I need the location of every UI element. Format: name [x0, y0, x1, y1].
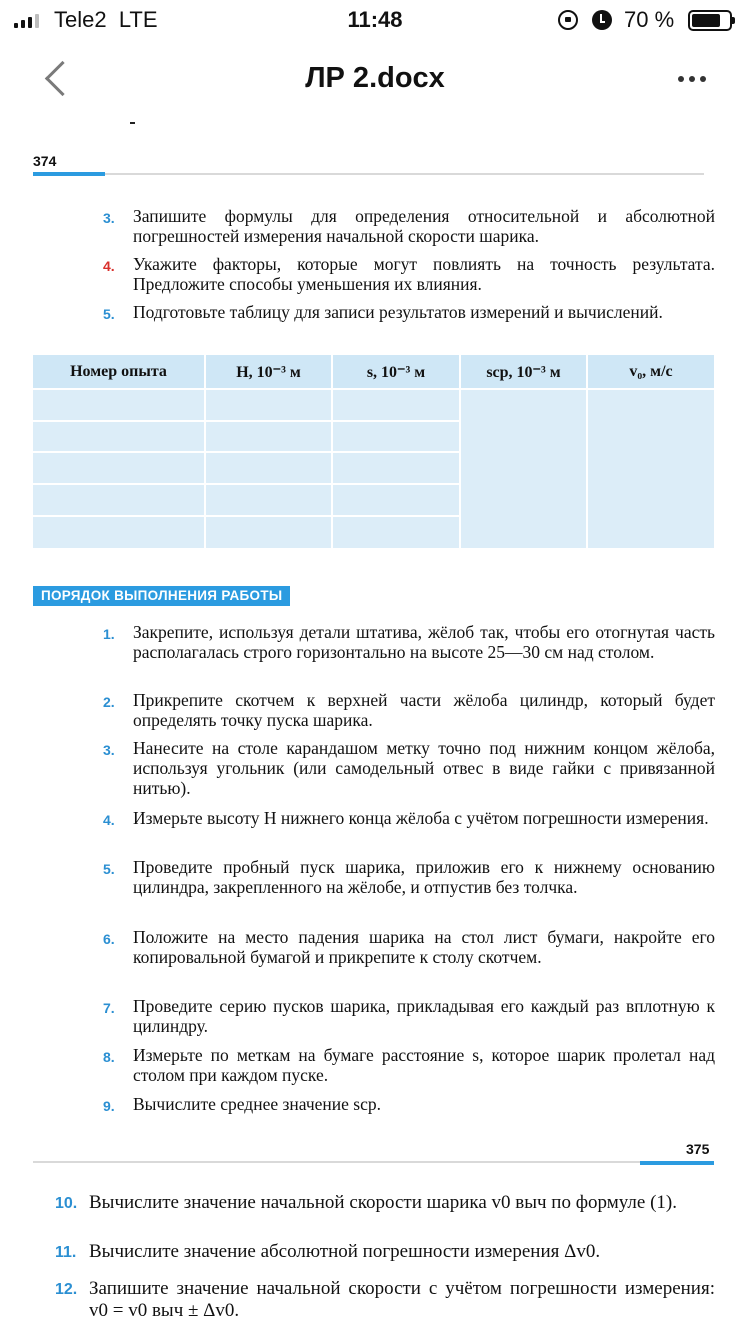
- item-number: 3.: [103, 210, 115, 226]
- table-cell: [206, 422, 331, 451]
- table-cell: [33, 485, 204, 515]
- page-accent-bar: [640, 1161, 714, 1165]
- list-item: [103, 302, 715, 322]
- item-number: 11.: [55, 1244, 77, 1261]
- list-item: [55, 1278, 715, 1322]
- table-cell: [333, 485, 459, 515]
- item-number: 2.: [103, 694, 115, 710]
- table-cell: [33, 517, 204, 548]
- table-header-cell: s, 10⁻³ м: [333, 355, 459, 388]
- item-text: Прикрепите скотчем к верхней части жёлоба цилиндр, который будет определять точку пуска шарика.: [133, 690, 715, 730]
- item-text: Закрепите, используя детали штатива, жёлоб так, чтобы его отогнутая часть располагалась строго горизонтально на высоте 25—30 см над столом.: [133, 622, 715, 662]
- more-icon[interactable]: [678, 76, 706, 82]
- item-number: 1.: [103, 626, 115, 642]
- table-cell: [333, 390, 459, 420]
- item-text: Запишите значение начальной скорости с учётом погрешности измерения: v0 = v0 выч ± Δv0.: [89, 1278, 715, 1321]
- table-header-cell: Номер опыта: [33, 355, 204, 388]
- list-item: [103, 857, 715, 897]
- item-text: Запишите формулы для определения относительной и абсолютной погрешностей измерения начальной скорости шарика.: [133, 206, 715, 246]
- list-item: [103, 808, 715, 828]
- list-item: [103, 690, 715, 730]
- list-item: [103, 1094, 715, 1114]
- page-divider: [33, 1161, 714, 1163]
- list-item: [55, 1241, 715, 1263]
- table-cell: [33, 390, 204, 420]
- table-cell: [33, 453, 204, 483]
- list-item: [103, 996, 715, 1036]
- item-number: 5.: [103, 306, 115, 322]
- results-table: [33, 355, 714, 548]
- status-bar: [0, 0, 750, 44]
- stray-mark: [130, 122, 135, 124]
- list-item: [55, 1192, 715, 1214]
- item-number: 5.: [103, 861, 115, 877]
- item-number: 4.: [103, 258, 115, 274]
- item-number: 9.: [103, 1098, 115, 1114]
- table-cell: [206, 453, 331, 483]
- status-time: 11:48: [347, 7, 403, 32]
- orientation-lock-icon: [558, 10, 578, 30]
- table-cell: [206, 390, 331, 420]
- item-number: 3.: [103, 742, 115, 758]
- item-text: Измерьте по меткам на бумаге расстояние s, которое шарик пролетал над столом при каждом пуске.: [133, 1045, 715, 1085]
- page-divider: [33, 173, 704, 175]
- table-header-cell: H, 10⁻³ м: [206, 355, 331, 388]
- item-number: 10.: [55, 1195, 78, 1212]
- table-cell: [206, 517, 331, 548]
- list-item: [103, 738, 715, 798]
- list-item: [103, 622, 715, 662]
- document-title: ЛР 2.docx: [305, 62, 445, 94]
- item-text: Нанесите на столе карандашом метку точно под нижним концом жёлоба, используя угольник (или самодельный отвес в виде гайки с привязанной нитью).: [133, 738, 715, 798]
- list-item: [103, 254, 715, 294]
- item-number: 8.: [103, 1049, 115, 1065]
- list-item: [103, 927, 715, 967]
- item-number: 12.: [55, 1281, 78, 1298]
- document-viewer[interactable]: [0, 120, 750, 1334]
- battery-icon: [688, 10, 732, 31]
- table-header-cell: v₀, м/с: [588, 355, 714, 388]
- alarm-icon: [592, 10, 612, 30]
- item-number: 6.: [103, 931, 115, 947]
- item-text: Вычислите среднее значение sср.: [133, 1094, 381, 1114]
- table-cell: [333, 422, 459, 451]
- battery-percent: 70 %: [624, 7, 675, 32]
- table-cell: [333, 453, 459, 483]
- table-merged-cell: [588, 390, 714, 548]
- item-text: Вычислите значение абсолютной погрешности измерения Δv0.: [89, 1241, 601, 1262]
- item-text: Проведите серию пусков шарика, прикладывая его каждый раз вплотную к цилиндру.: [133, 996, 715, 1036]
- list-item: [103, 1045, 715, 1085]
- item-text: Проведите пробный пуск шарика, приложив его к нижнему основанию цилиндра, закрепленного на жёлобе, и отпустив без толчка.: [133, 857, 715, 897]
- item-number: 7.: [103, 1000, 115, 1016]
- page-number-bottom: 375: [686, 1141, 710, 1157]
- item-text: Положите на место падения шарика на стол лист бумаги, накройте его копировальной бумагой и прикрепите к столу скотчем.: [133, 927, 715, 967]
- section-title: ПОРЯДОК ВЫПОЛНЕНИЯ РАБОТЫ: [33, 586, 290, 606]
- page-accent-bar: [33, 172, 105, 176]
- page-number-top: 374: [33, 153, 57, 169]
- table-cell: [33, 422, 204, 451]
- carrier-name: Tele2: [54, 7, 107, 32]
- item-number: 4.: [103, 812, 115, 828]
- network-type: LTE: [118, 7, 158, 32]
- item-text: Вычислите значение начальной скорости шарика v0 выч по формуле (1).: [89, 1192, 677, 1213]
- table-cell: [206, 485, 331, 515]
- table-cell: [333, 517, 459, 548]
- list-item: [103, 206, 715, 246]
- item-text: Укажите факторы, которые могут повлиять на точность результата. Предложите способы уменьшения их влияния.: [133, 254, 715, 294]
- item-text: Измерьте высоту H нижнего конца жёлоба с учётом погрешности измерения.: [133, 808, 709, 828]
- item-text: Подготовьте таблицу для записи результатов измерений и вычислений.: [133, 302, 663, 322]
- table-header-cell: sср, 10⁻³ м: [461, 355, 586, 388]
- table-merged-cell: [461, 390, 586, 548]
- navigation-bar: [0, 44, 750, 120]
